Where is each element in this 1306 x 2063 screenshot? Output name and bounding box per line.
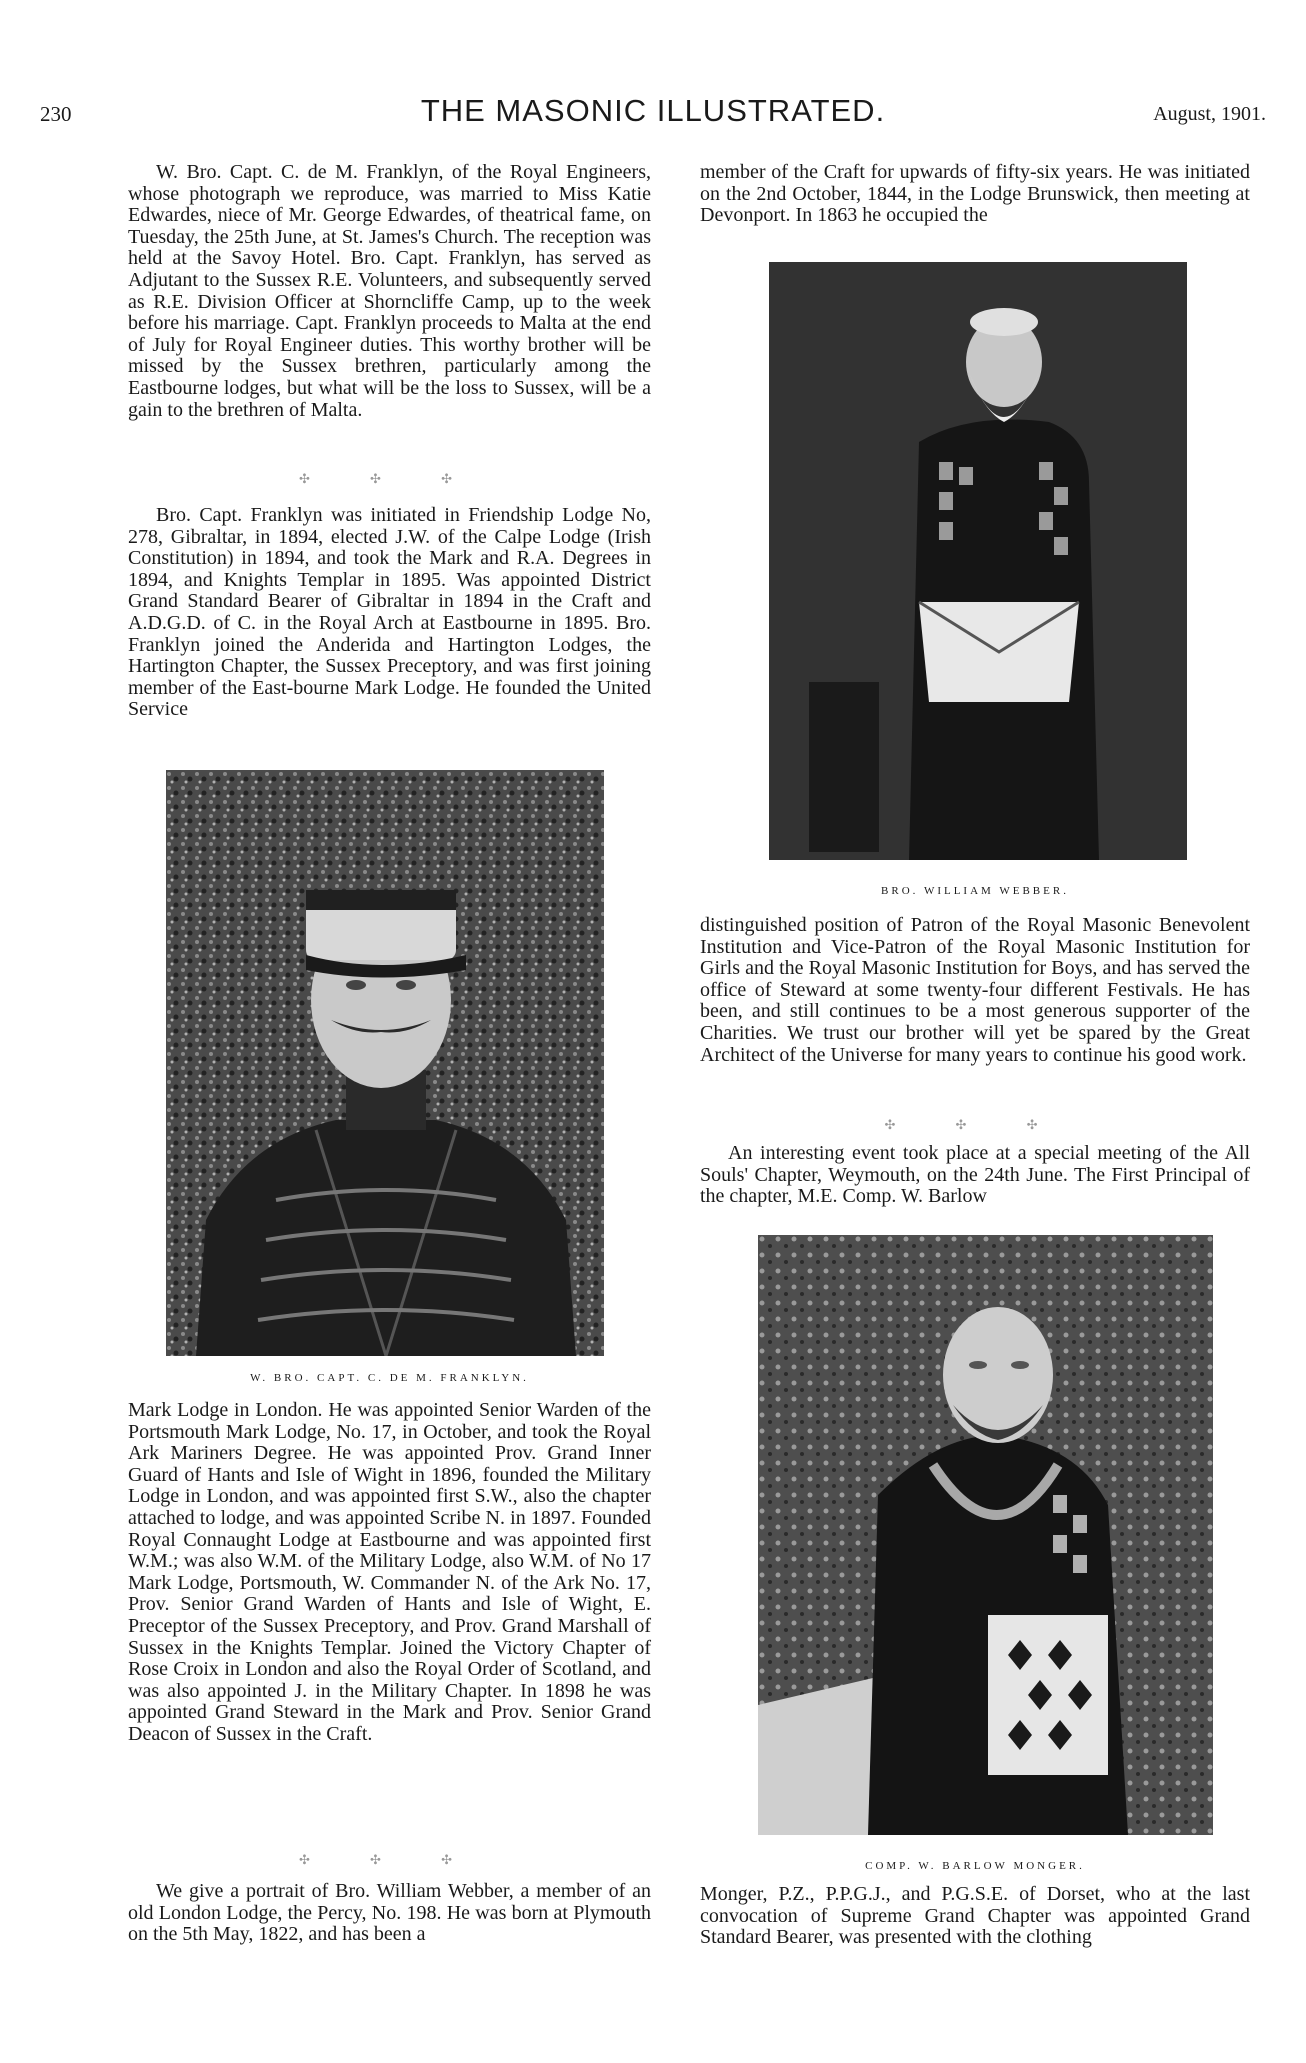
right-article-monger [700, 1884, 1250, 1949]
page-header [0, 0, 1306, 130]
portrait-webber-image [769, 262, 1187, 860]
masthead-title: THE MASONIC ILLUSTRATED. [420, 93, 886, 128]
article-paragraph: We give a portrait of Bro. William Webber, a member of an old London Lodge, the Percy, No. 198. He was born at Plymouth on the 5th May, 1822, and has been a [128, 1880, 651, 1946]
article-paragraph: member of the Craft for upwards of fifty-six years. He was initiated on the 2nd October, 1844, in the Lodge Brunswick, then meeting at Devonport. In 1863 he occupied the [700, 161, 1250, 227]
photo-caption-webber: BRO. WILLIAM WEBBER. [881, 885, 1069, 897]
portrait-monger-photo [758, 1235, 1213, 1835]
photo-caption-monger: COMP. W. BARLOW MONGER. [865, 1860, 1085, 1872]
left-article-continued [128, 1400, 651, 1746]
left-article-webber [128, 1881, 651, 1946]
right-article-webber [700, 162, 1250, 227]
issue-date: August, 1901. [1153, 103, 1266, 125]
section-ornament: ✣ ✣ ✣ [884, 1118, 1066, 1133]
left-article-lodges [128, 505, 651, 721]
article-paragraph: Mark Lodge in London. He was appointed Senior Warden of the Portsmouth Mark Lodge, No. 17, in October, and took the Royal Ark Mariners Degree. He was appointed Prov. Grand Inner Guard of Hants and Isle of Wight in 1896, founded the Military Lodge in London, and was appointed first S.W., also the chapter attached to lodge, and was appointed Scribe N. in 1897. Founded Royal Connaught Lodge at Eastbourne and was appointed first W.M.; was also W.M. of the Military Lodge, also W.M. of No 17 Mark Lodge, Portsmouth, W. Commander N. of the Ark No. 17, Prov. Senior Grand Warden of Hants and Isle of Wight, E. Preceptor of the Sussex Preceptory, and Prov. Grand Marshall of Sussex in the Knights Templar. Joined the Victory Chapter of Rose Croix in London and also the Royal Order of Scotland, and was also appointed J. in the Military Chapter. In 1898 he was appointed Grand Steward in the Mark and Prov. Senior Grand Deacon of Sussex in the Craft. [128, 1399, 651, 1745]
left-article-intro [128, 162, 651, 421]
portrait-monger-image [758, 1235, 1213, 1835]
portrait-franklyn-image [166, 770, 604, 1356]
article-paragraph: Monger, P.Z., P.P.G.J., and P.G.S.E. of Dorset, who at the last convocation of Supreme Grand Chapter was appointed Grand Standard Bearer, was presented with the clothing [700, 1883, 1250, 1949]
portrait-webber-photo [769, 262, 1187, 860]
section-ornament: ✣ ✣ ✣ [299, 1853, 480, 1868]
right-article-webber-continued [700, 915, 1250, 1066]
page-number: 230 [40, 102, 72, 126]
portrait-franklyn-photo [166, 770, 604, 1356]
photo-caption-franklyn: W. BRO. CAPT. C. DE M. FRANKLYN. [250, 1372, 529, 1384]
section-ornament: ✣ ✣ ✣ [299, 472, 480, 487]
article-paragraph: distinguished position of Patron of the Royal Masonic Benevolent Institution and Vice-Patron of the Royal Masonic Institution for Girls and the Royal Masonic Institution for Boys, and has served the office of Steward at some twenty-four different Festivals. He has been, and still continues to be a most generous supporter of the Charities. We trust our brother will yet be spared by the Great Architect of the Universe for many years to continue his good work. [700, 914, 1250, 1066]
article-paragraph: Bro. Capt. Franklyn was initiated in Friendship Lodge No, 278, Gibraltar, in 1894, elected J.W. of the Calpe Lodge (Irish Constitution) in 1894, and took the Mark and R.A. Degrees in 1894, and Knights Templar in 1895. Was appointed District Grand Standard Bearer of Gibraltar in 1894 in the Craft and A.D.G.D. of C. in the Royal Arch at Eastbourne in 1895. Bro. Franklyn joined the Anderida and Hartington Lodges, the Hartington Chapter, the Sussex Preceptory, and was first joining member of the East-bourne Mark Lodge. He founded the United Service [128, 504, 651, 721]
right-article-chapter [700, 1143, 1250, 1208]
article-paragraph: W. Bro. Capt. C. de M. Franklyn, of the Royal Engineers, whose photograph we reproduce, was married to Miss Katie Edwardes, niece of Mr. George Edwardes, of theatrical fame, on Tuesday, the 25th June, at St. James's Church. The reception was held at the Savoy Hotel. Bro. Capt. Franklyn, has served as Adjutant to the Sussex R.E. Volunteers, and subsequently served as R.E. Division Officer at Shorncliffe Camp, up to the week before his marriage. Capt. Franklyn proceeds to Malta at the end of July for Royal Engineer duties. This worthy brother will be missed by the Sussex brethren, particularly among the Eastbourne lodges, but what will be the loss to Sussex, will be a gain to the brethren of Malta. [128, 161, 651, 421]
article-paragraph: An interesting event took place at a special meeting of the All Souls' Chapter, Weymouth, on the 24th June. The First Principal of the chapter, M.E. Comp. W. Barlow [700, 1142, 1250, 1208]
